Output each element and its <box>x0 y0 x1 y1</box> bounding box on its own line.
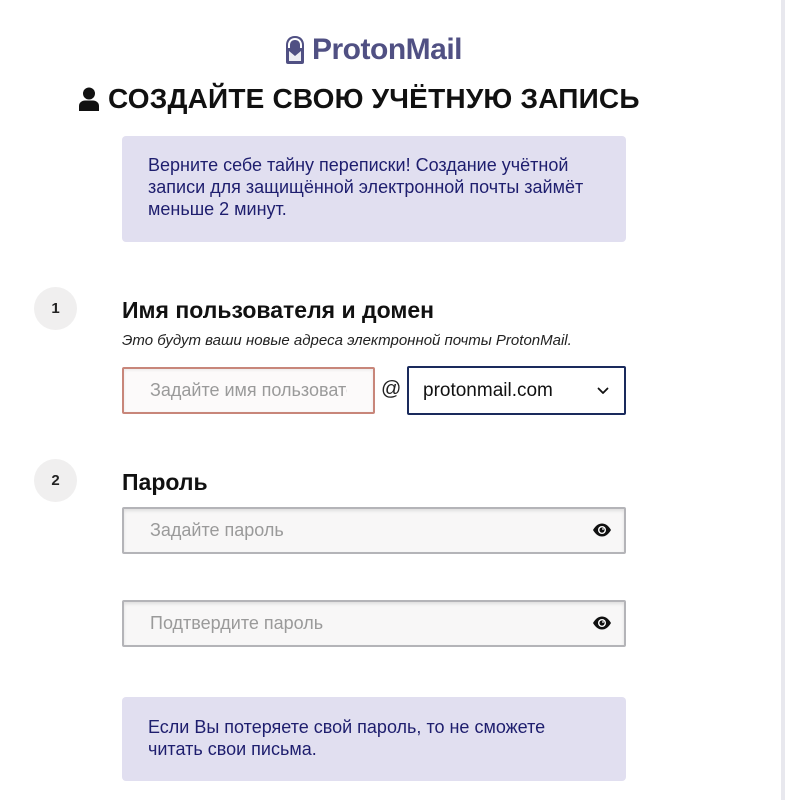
scrollbar-track <box>781 0 785 800</box>
page-title <box>78 82 640 116</box>
at-sign: @ <box>381 378 402 400</box>
user-icon <box>78 87 100 111</box>
intro-notice <box>122 136 626 242</box>
confirm-password-input[interactable] <box>124 602 584 645</box>
eye-icon[interactable] <box>592 522 612 538</box>
domain-select-value: protonmail.com <box>423 379 553 401</box>
password-section-heading: Пароль <box>122 469 208 495</box>
logo-text: ProtonMail <box>312 33 462 66</box>
protonmail-logo <box>284 30 462 70</box>
password-input[interactable] <box>124 509 584 552</box>
password-warning-text: Если Вы потеряете свой пароль, то не сможете читать свои письма. <box>148 717 546 759</box>
step-1-badge: 1 <box>34 287 77 330</box>
username-section-hint: Это будут ваши новые адреса электронной почты ProtonMail. <box>122 332 572 349</box>
password-warning-notice <box>122 697 626 781</box>
password-field <box>122 507 626 554</box>
confirm-password-field <box>122 600 626 647</box>
chevron-down-icon <box>596 384 610 398</box>
proton-lock-icon <box>284 35 306 65</box>
eye-icon[interactable] <box>592 615 612 631</box>
username-section-heading: Имя пользователя и домен <box>122 297 435 323</box>
intro-notice-text: Верните себе тайну переписки! Создание учётной записи для защищённой электронной почты займёт меньше 2 минут. <box>148 155 584 219</box>
username-input[interactable] <box>122 367 375 414</box>
step-2-badge: 2 <box>34 459 77 502</box>
domain-select[interactable] <box>407 366 626 415</box>
page-title-text: СОЗДАЙТЕ СВОЮ УЧЁТНУЮ ЗАПИСЬ <box>108 83 640 114</box>
